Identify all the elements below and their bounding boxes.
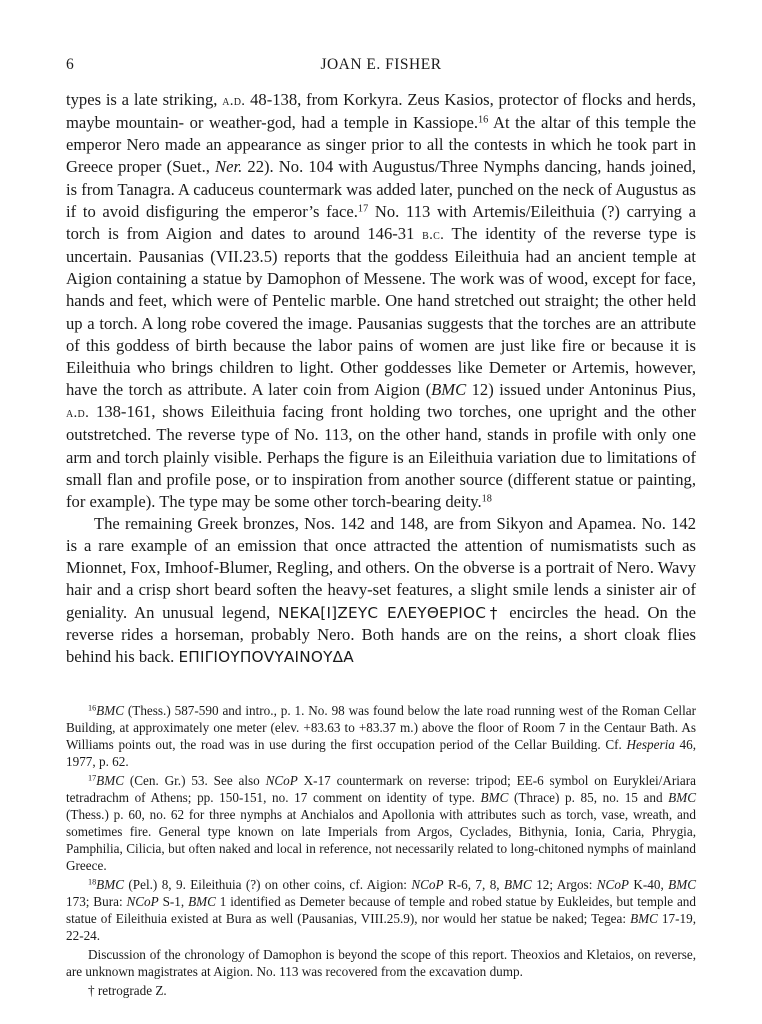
- citation-italic: BMC: [96, 773, 125, 788]
- body-text: [66, 89, 696, 668]
- citation-italic: NCoP: [126, 894, 159, 909]
- text-run: (Pel.) 8, 9. Eileithuia (?) on other coins, cf. Aigion:: [124, 877, 412, 892]
- text-run: 17-19, 22-24.: [66, 911, 696, 943]
- citation-italic: NCoP: [596, 877, 629, 892]
- text-run: encircles the head. On the reverse rides a horseman, probably Nero. Both hands are on the reins, a short cloak flies behind his back.: [66, 602, 696, 666]
- citation-italic: NCoP: [265, 773, 298, 788]
- text-run: (Thrace) p. 85, no. 15 and: [508, 790, 669, 805]
- text-run: S-1,: [158, 894, 189, 909]
- text-run: R-6, 7, 8,: [443, 877, 504, 892]
- footnote-ref-18: 18: [481, 493, 492, 505]
- citation-italic: Hesperia: [626, 737, 675, 752]
- citation-italic: BMC: [431, 380, 467, 400]
- citation-italic: BMC: [188, 894, 216, 909]
- footnote-number: 17: [88, 773, 97, 783]
- citation-italic: BMC: [668, 877, 696, 892]
- footnote-ref-16: 16: [478, 114, 489, 126]
- text-run: 12) issued under Antoninus Pius,: [466, 380, 696, 400]
- text-run: (Thess.) p. 60, no. 62 for three nymphs at Anchialos and Apollonia with attributes such as torch, vase, wreath, and sometimes fire. General type known on late Imperials from Argos, Cyclades, Bithynia, Ionia, Caria, Phrygia, Pamphilia, Cilicia, but often naked and local in reference, not necessarily related to long-chitoned nymphs of mainland Greece.: [66, 807, 696, 873]
- page-number: 6: [66, 56, 74, 73]
- text-run: (Cen. Gr.) 53. See also: [124, 773, 266, 788]
- text-run: 48-138, from Korkyra. Zeus Kasios, protector of flocks and herds, maybe mountain- or weather-god, had a temple in Kassiope.: [66, 90, 696, 133]
- body-paragraph-1: [66, 89, 696, 513]
- citation-italic: BMC: [480, 790, 509, 805]
- footnote-18-continued: Discussion of the chronology of Damophon is beyond the scope of this report. Theoxios and Kletaios, on reverse, are unknown magistrates at Aigion. No. 113 was recovered from the excavation dump.: [66, 947, 696, 979]
- text-run: types is a late striking,: [66, 90, 223, 109]
- footnote-number: 18: [88, 877, 97, 887]
- citation-italic: BMC: [96, 877, 125, 892]
- footnotes: [66, 702, 696, 1001]
- text-run: No. 113 with Artemis/Eileithuia (?) carrying a torch is from Aigion and dates to around 146-31: [66, 201, 696, 243]
- text-run: 138-161, shows Eileithuia facing front holding two torches, one upright and the other outstretched. The reverse type of No. 113, on the other hand, stands in profile with only one arm and torch plainly visible. Perhaps the figure is an Eileithuia variation due to limitations of small flan and profile pose, or to inspiration from another source (different statue or painting, for example). The type may be some other torch-bearing deity.: [66, 402, 696, 511]
- era-abbrev: a.d.: [222, 93, 246, 109]
- citation-italic: BMC: [630, 911, 658, 926]
- citation-italic: NCoP: [411, 877, 444, 892]
- era-abbrev: b.c.: [422, 226, 445, 243]
- text-run: 1 identified as Demeter because of temple and robed statue by Eukleides, but temple and statue of Eileithuia existed at Bura as well (Pausanias, VIII.25.9), nor would her statue be naked; Tegea:: [66, 894, 696, 926]
- text-run: 46, 1977, p. 62.: [66, 737, 696, 769]
- citation-italic: Ner.: [215, 157, 243, 177]
- text-run: The remaining Greek bronzes, Nos. 142 and 148, are from Sikyon and Apamea. No. 142 is a rare example of an emission that once attracted the attention of numismatists such as Mionnet, Fox, Imhoof-Blumer, Regling, and others. On the obverse is a portrait of Nero. Wavy hair and a crisp short beard soften the heavy-set features, a slight smile lends a sinister air of geniality. An unusual legend,: [66, 513, 696, 622]
- greek-legend: ΕΠΙΓΙΟΥΠΟVΥΑΙΝΟΥΔΑ: [178, 647, 354, 666]
- text-run: At the altar of this temple the emperor Nero made an appearance as singer prior to all the contests in which he took part in Greece proper (Suet.,: [66, 113, 696, 177]
- footnote-16: [66, 702, 696, 770]
- text-run: (Thess.) 587-590 and intro., p. 1. No. 98 was found below the late road running west of the Roman Cellar Building, at approximately one meter (elev. +83.63 to +83.37 m.) above the floor of Room 7 in the Centaur Bath. As Williams points out, the road was in use during the first occupation period of the Cellar Building. Cf.: [66, 703, 696, 752]
- body-paragraph-2: [66, 513, 696, 668]
- text-run: 12; Argos:: [531, 877, 597, 892]
- footnote-17: [66, 772, 696, 874]
- footnote-dagger: † retrograde Z.: [88, 983, 167, 998]
- era-abbrev: a.d.: [66, 405, 90, 422]
- text-run: K-40,: [628, 877, 669, 892]
- footnote-ref-17: 17: [357, 203, 369, 215]
- greek-legend: ΝΕΚΑ[Ι]ΖΕΥC ΕΛΕΥΘΕΡΙΟC†: [277, 603, 502, 622]
- text-run: X-17 countermark on reverse: tripod; EE-6 symbol on Euryklei/Ariara tetradrachm of Athens; pp. 150-151, no. 17 comment on identity of type.: [66, 773, 696, 805]
- running-head: JOAN E. FISHER: [320, 56, 442, 73]
- footnote-18: [66, 876, 696, 944]
- footnote-number: 16: [88, 703, 97, 713]
- page-header: [66, 56, 696, 76]
- text-run: The identity of the reverse type is uncertain. Pausanias (VII.23.5) reports that the goddess Eileithuia had an ancient temple at Aigion containing a statue by Damophon of Messene. The work was of wood, except for face, hands and feet, which were of Pentelic marble. One hand stretched out straight; the other held up a torch. A long robe covered the image. Pausanias suggests that the torches are an attribute of this goddess of birth because the labor pains of women are just like fire or because it is Eileithuia who brings children to light. Other goddesses like Demeter or Artemis, however, have the torch as attribute. A later coin from Aigion (: [66, 223, 697, 400]
- text-run: 22). No. 104 with Augustus/Three Nymphs dancing, hands joined, is from Tanagra. A caduceus countermark was added later, punched on the neck of Augustus as if to avoid disfiguring the emperor’s face.: [66, 157, 696, 221]
- citation-italic: BMC: [503, 877, 532, 892]
- citation-italic: BMC: [96, 703, 125, 718]
- citation-italic: BMC: [668, 790, 696, 805]
- text-run: 173; Bura:: [66, 894, 127, 909]
